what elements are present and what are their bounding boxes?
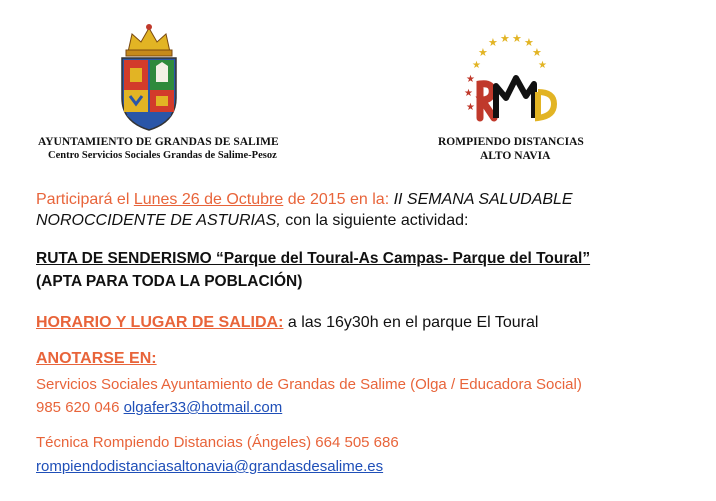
intro-text: Participará el <box>36 191 134 208</box>
intro-line-1 <box>36 191 573 209</box>
signup-email-line <box>36 458 383 475</box>
schedule-label: HORARIO Y LUGAR DE SALIDA: <box>36 314 284 331</box>
svg-text:★: ★ <box>538 60 547 71</box>
signup-contact-1: Servicios Sociales Ayuntamiento de Grandas de Salime (Olga / Educadora Social) <box>36 376 582 393</box>
intro-line-2 <box>36 212 468 230</box>
right-org-subtitle: ALTO NAVIA <box>480 150 551 162</box>
schedule-line <box>36 314 538 332</box>
email-link-1[interactable]: olgafer33@hotmail.com <box>123 399 283 416</box>
coat-of-arms-icon <box>108 22 190 134</box>
svg-text:★: ★ <box>466 102 475 113</box>
svg-text:★: ★ <box>512 33 522 45</box>
svg-text:★: ★ <box>466 74 475 85</box>
event-name-cont: NOROCCIDENTE DE ASTURIAS, <box>36 212 281 229</box>
left-org-name: AYUNTAMIENTO DE GRANDAS DE SALIME <box>38 136 279 148</box>
intro-text: con la siguiente actividad: <box>280 212 469 229</box>
phone-1: 985 620 046 <box>36 399 124 416</box>
rmd-stars-logo-icon <box>458 32 558 128</box>
schedule-value: a las 16y30h en el parque El Toural <box>283 314 539 331</box>
svg-text:★: ★ <box>532 47 542 59</box>
activity-title: RUTA DE SENDERISMO “Parque del Toural-As Campas- Parque del Toural” <box>36 250 591 267</box>
svg-text:★: ★ <box>478 47 488 59</box>
svg-text:★: ★ <box>524 37 534 49</box>
event-name: II SEMANA SALUDABLE <box>393 191 573 208</box>
signup-heading: ANOTARSE EN: <box>36 350 157 367</box>
svg-text:★: ★ <box>488 37 498 49</box>
svg-text:★: ★ <box>500 33 510 45</box>
right-org-name: ROMPIENDO DISTANCIAS <box>438 136 584 148</box>
email-link-2[interactable]: rompiendodistanciasaltonavia@grandasdesalime.es <box>36 458 384 475</box>
left-org-subtitle: Centro Servicios Sociales Grandas de Salime-Pesoz <box>48 150 277 161</box>
event-date: Lunes 26 de Octubre <box>133 191 284 208</box>
svg-text:★: ★ <box>472 60 481 71</box>
intro-text: de 2015 en la: <box>283 191 394 208</box>
svg-text:★: ★ <box>464 88 473 99</box>
signup-contact-2: Técnica Rompiendo Distancias (Ángeles) 664 505 686 <box>36 434 399 451</box>
signup-phone-line <box>36 399 282 416</box>
activity-subtitle: (APTA PARA TODA LA POBLACIÓN) <box>36 273 303 290</box>
